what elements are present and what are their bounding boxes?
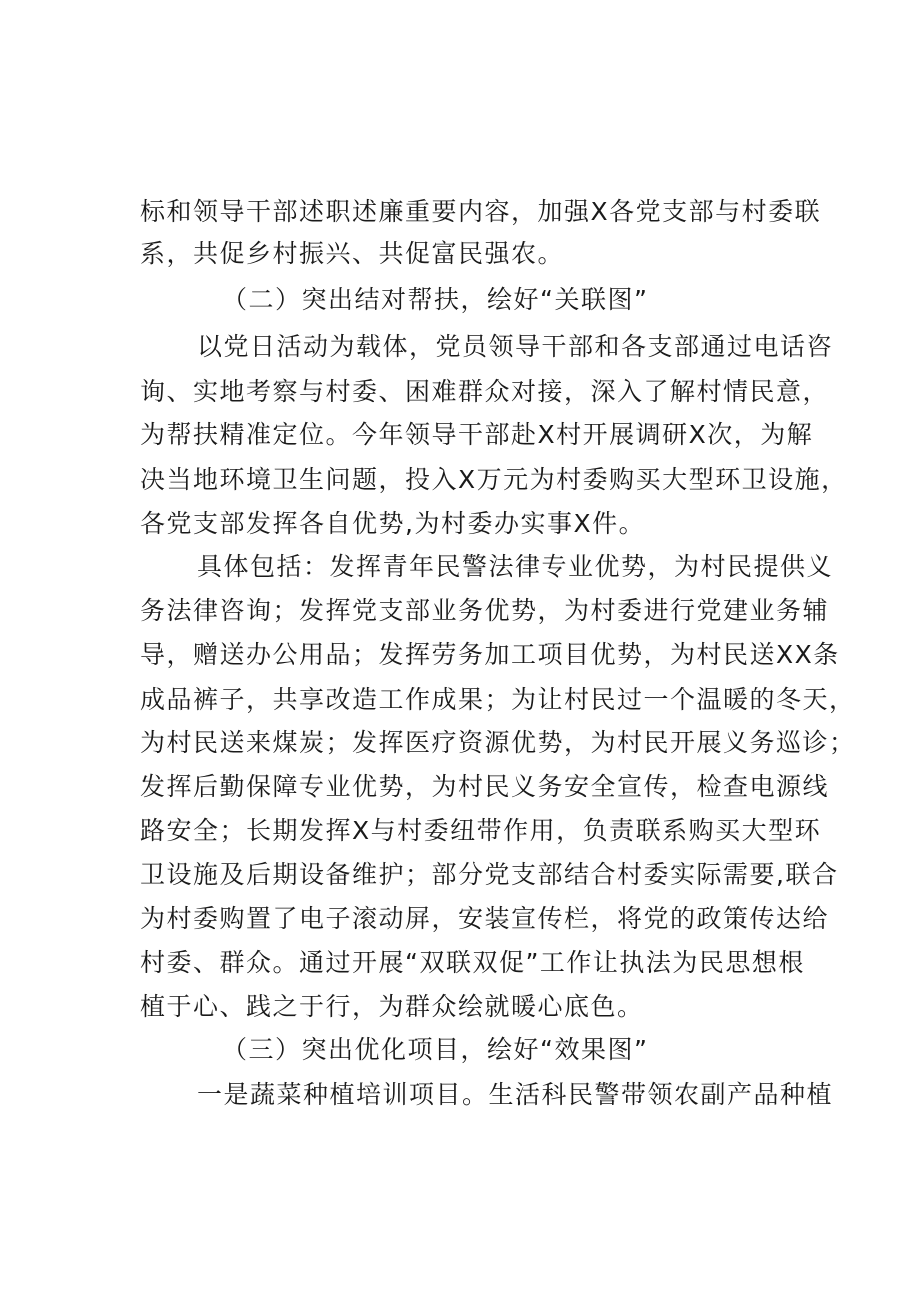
text-line: 决当地环境卫生问题，投入X万元为村委购买大型环卫设施，	[140, 465, 848, 494]
text-line: 为村委购置了电子滚动屏，安装宣传栏，将党的政策传达给	[140, 904, 830, 933]
text-line: 务法律咨询；发挥党支部业务优势，为村委进行党建业务辅	[140, 596, 830, 625]
text-line: 各党支部发挥各自优势,为村委办实事X件。	[140, 509, 646, 538]
text-line: 路安全；长期发挥X与村委纽带作用，负责联系购买大型环	[140, 816, 822, 845]
text-line: 为帮扶精准定位。今年领导干部赴X村开展调研X次，为解	[140, 420, 814, 449]
text-line: 标和领导干部述职述廉重要内容，加强X各党支部与村委联	[140, 197, 822, 226]
text-line: 询、实地考察与村委、困难群众对接，深入了解村情民意，	[140, 377, 830, 406]
section-heading: （二）突出结对帮扶，绘好“关联图”	[222, 285, 649, 314]
paragraph-first-line: 具体包括：发挥青年民警法律专业优势，为村民提供义	[197, 552, 834, 581]
text-line: 植于心、践之于行，为群众绘就暖心底色。	[140, 992, 644, 1021]
text-line: 为村民送来煤炭；发挥医疗资源优势，为村民开展义务巡诊；	[140, 728, 856, 757]
text-line: 村委、群众。通过开展“双联双促”工作让执法为民思想根	[140, 948, 805, 977]
text-line: 导，赠送办公用品；发挥劳务加工项目优势，为村民送XX条	[140, 640, 840, 669]
text-line: 卫设施及后期设备维护；部分党支部结合村委实际需要,联合	[140, 860, 839, 889]
text-line: 发挥后勤保障专业优势，为村民义务安全宣传，检查电源线	[140, 772, 830, 801]
text-line: 成品裤子，共享改造工作成果；为让村民过一个温暖的冬天，	[140, 685, 856, 714]
text-line: 系，共促乡村振兴、共促富民强农。	[140, 239, 565, 268]
paragraph-first-line: 以党日活动为载体，党员领导干部和各支部通过电话咨	[197, 332, 834, 361]
section-heading: （三）突出优化项目，绘好“效果图”	[222, 1035, 649, 1064]
paragraph-first-line: 一是蔬菜种植培训项目。生活科民警带领农副产品种植	[197, 1080, 834, 1109]
